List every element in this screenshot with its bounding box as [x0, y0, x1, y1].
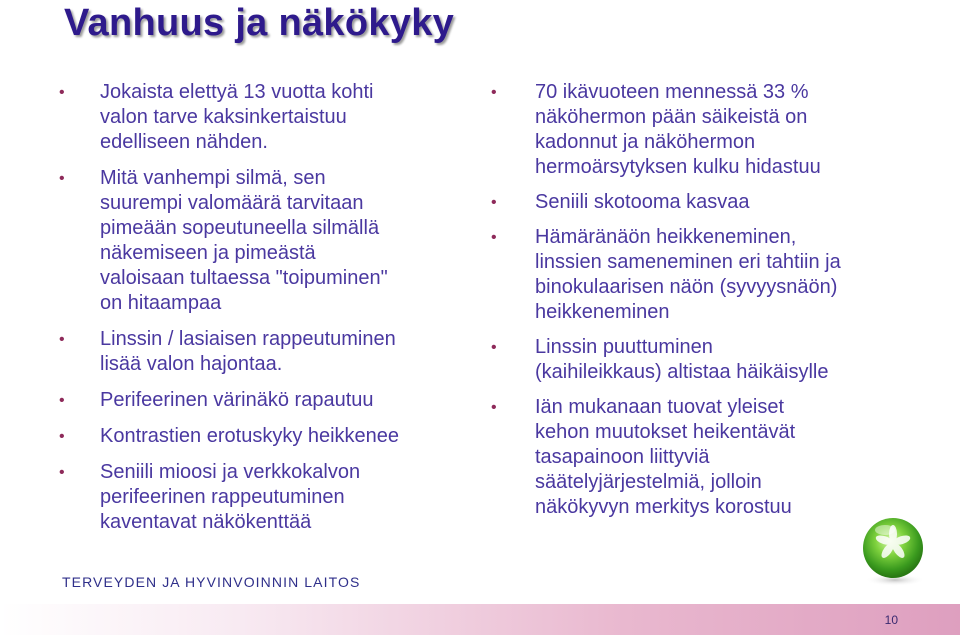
list-item — [491, 225, 925, 325]
list-item-line: valoisaan tultaessa "toipuminen" — [100, 267, 388, 289]
list-item — [59, 388, 475, 413]
list-item-line: Hämäränäön heikkeneminen, — [535, 226, 797, 248]
list-item-line: pimeään sopeutuneella silmällä — [100, 217, 380, 239]
footer-bar — [0, 604, 960, 635]
list-item-line: Iän mukanaan tuovat yleiset — [535, 396, 785, 418]
list-item-line: Jokaista elettyä 13 vuotta kohti — [100, 81, 374, 103]
list-item — [491, 190, 925, 215]
list-item-line: tasapainoon liittyviä — [535, 446, 710, 468]
list-item-line: valon tarve kaksinkertaistuu — [100, 106, 347, 128]
left-bullet-list — [59, 80, 475, 546]
list-item-line: Kontrastien erotuskyky heikkenee — [100, 425, 400, 447]
list-item-line: näkemiseen ja pimeästä — [100, 242, 316, 264]
list-item-line: kaventavat näkökenttää — [100, 511, 312, 533]
bullet-icon: • — [491, 339, 497, 356]
list-item — [491, 80, 925, 180]
list-item — [59, 327, 475, 377]
list-item — [491, 395, 925, 520]
right-bullet-list — [491, 80, 925, 530]
list-item-line: näkökyvyn merkitys korostuu — [535, 496, 792, 518]
list-item-line: heikkeneminen — [535, 301, 670, 323]
list-item — [59, 424, 475, 449]
list-item-line: näköhermon pään säikeistä on — [535, 106, 808, 128]
bullet-icon: • — [59, 428, 65, 445]
list-item-line: Seniili mioosi ja verkkokalvon — [100, 461, 361, 483]
list-item-line: Perifeerinen värinäkö rapautuu — [100, 389, 374, 411]
page-number: 10 — [884, 613, 898, 627]
list-item-line: 70 ikävuoteen mennessä 33 % — [535, 81, 809, 103]
bullet-icon: • — [491, 84, 497, 101]
bullet-icon: • — [59, 392, 65, 409]
list-item-line: (kaihileikkaus) altistaa häikäisylle — [535, 361, 829, 383]
list-item-line: Seniili skotooma kasvaa — [535, 191, 750, 213]
list-item-line: kehon muutokset heikentävät — [535, 421, 796, 443]
bullet-icon: • — [59, 464, 65, 481]
bullet-icon: • — [59, 84, 65, 101]
list-item-line: kadonnut ja näköhermon — [535, 131, 756, 153]
list-item-line: linssien sameneminen eri tahtiin ja — [535, 251, 841, 273]
bullet-icon: • — [59, 170, 65, 187]
list-item-line: lisää valon hajontaa. — [100, 353, 283, 375]
list-item — [59, 166, 475, 316]
organization-logo-text: TERVEYDEN JA HYVINVOINNIN LAITOS — [62, 574, 361, 590]
list-item-line: perifeerinen rappeutuminen — [100, 486, 345, 508]
green-sphere-logo-icon — [855, 512, 931, 588]
list-item — [491, 335, 925, 385]
bullet-icon: • — [59, 331, 65, 348]
list-item-line: Linssin / lasiaisen rappeutuminen — [100, 328, 396, 350]
list-item — [59, 80, 475, 155]
bullet-icon: • — [491, 229, 497, 246]
list-item-line: binokulaarisen näön (syvyysnäön) — [535, 276, 838, 298]
list-item-line: hermoärsytyksen kulku hidastuu — [535, 156, 821, 178]
list-item-line: Linssin puuttuminen — [535, 336, 713, 358]
slide-title: Vanhuus ja näkökyky — [64, 2, 455, 44]
bullet-icon: • — [491, 399, 497, 416]
list-item-line: säätelyjärjestelmiä, jolloin — [535, 471, 762, 493]
list-item-line: Mitä vanhempi silmä, sen — [100, 167, 326, 189]
list-item-line: on hitaampaa — [100, 292, 222, 314]
list-item-line: suurempi valomäärä tarvitaan — [100, 192, 364, 214]
bullet-icon: • — [491, 194, 497, 211]
list-item-line: edelliseen nähden. — [100, 131, 268, 153]
list-item — [59, 460, 475, 535]
